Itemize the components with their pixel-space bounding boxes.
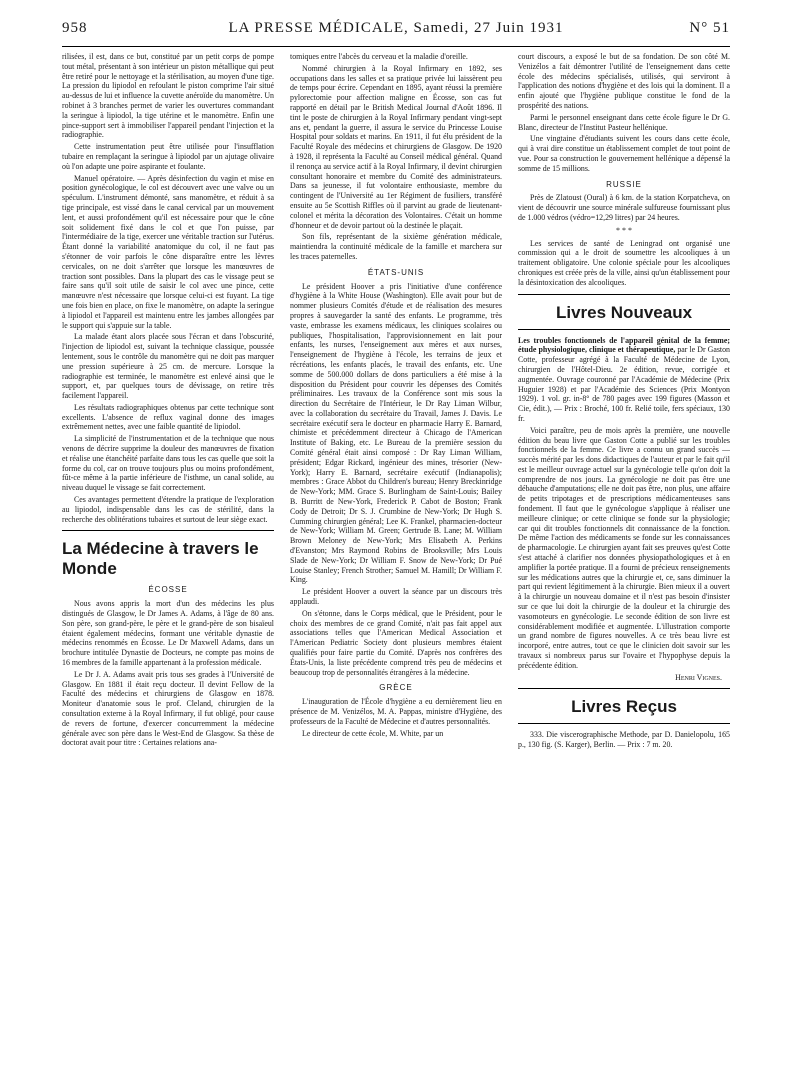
- column-right: [518, 52, 730, 1062]
- subsection-grece: GRÈCE: [379, 683, 413, 693]
- paragraph: Son fils, représentant de la sixième génération médicale, maintiendra la continuité médicale de la famille et marchera sur les traces paternelles.: [290, 232, 502, 261]
- review-text: Voici paraître, peu de mois après la première, une nouvelle édition du beau livre que Gaston Cotte a publié sur les troubles fonctionnels de la femme. Ce livre a connu un grand succès — succès mérité par les dons didactiques de l'auteur et par le fait qu'il est le meilleur ouvrage actuel sur la gynécologie telle qu'on doit la comprendre de nos jours. La gynécologie ne doit pas être une débauche d'amputations; elle ne doit pas être, non plus, une affaire de petits tripotages et de prescriptions médicamenteuses sans fondement. Il faut que le gynécologue s'applique à réaliser une meilleure clinique; or cette clinique se fonde sur la physiologie; car qui dit troubles fonctionnels dit connaissance de la fonction. De même l'action des médicaments se fonde sur les connaissances de pharmacologie. Le chirurgien ayant fait ses preuves qu'est Cotte s'est attaché à clarifier nos données physiopathologiques et à en amplifier la portée pratique. Il a fourni de précieux renseignements sur les médications autres que la chirurgie et, ce, sans diminuer la part qui revient légitimement à la chirurgie. Bien mieux il a ouvert à la chirurgie un nouveau domaine et il n'est pas besoin d'insister sur ce que lui doit la chirurgie de la douleur et la chirurgie des vasomoteurs en gynécologie. Le seconde édition de son livre est considérablement modifiée et augmentée. L'illustration comporte un grand nombre de figures nouvelles. A ce très beau livre est incorporé, entre autres, tout ce que le clinicien doit savoir sur les travaux si nombreux parus sur l'ovaire et l'hypophyse depuis la précédente édition.: [518, 425, 730, 670]
- book-description: par le Dr Gaston Cotte, professeur agrégé à la Faculté de Médecine de Lyon, chirurgien de l'Hôtel-Dieu. 2e édition, revue, corrigée et augmentée. Ouvrage couronné par l'Académie de Médecine (Prix Huguier 1928) et par l'Académie des Sciences (Prix Montyon 1929). 1 vol. gr. in-8° de 780 pages avec 199 figures (Masson et Cie, édit.), — Prix : Broché, 100 fr. Relié toile, fers spéciaux, 130 fr.: [518, 345, 730, 423]
- paragraph: Le président Hoover a pris l'initiative d'une conférence d'hygiène à la White House (Washington). Elle avait pour but de nommer plusieurs Comités d'étude et de réalisation des mesures propres à sauvegarder la santé des enfants. Le programme, très vaste, embrasse les examens médicaux, les cliniques scolaires ou publiques, l'hospitalisation, l'approvisionnement en lait pour enfants, les nurses, l'enseignement aux mères et aux nurses, l'enseignement de l'hygiène à l'école, les terrains de jeux et récréations, les enfants placés, le travail des enfants, etc. Une somme de 500.000 dollars de dons particuliers a été mise à la disposition du Président pour couvrir les dépenses des Comités préliminaires. Les travaux de la Conférence sont mis sous la direction du Secrétaire de l'Intérieur, le Dr Ray Liman Wilbur, avec la collaboration du secrétaire du Travail, James J. Davis. Le secrétaire exécutif sera le docteur en pharmacie Harry E. Barnard, chimiste et précédemment directeur à Chicago de l'American Institute of Baking, etc. Le Bureau de la première session du Comité général était ainsi composé : Dr Ray Liman William, président; Edgar Rickard, ingénieur des mines, trésorier (New-York); Harry E. Barnard, secrétaire exécutif (Indianapolis); membres : Grace Abbot du Children's bureau; Henry Breckinridge de New-York; MM. Grace S. Burlingham de Saint-Louis; Bailey B. Burritt de New-York, Frederick P. Cabot de Boston; Frank Cody de Detroit; Dr S. J. Crumbine de New-York; Dr Hugh S. Cumming chirurgien général; Lee K. Frankel, pharmacien-docteur de New-York; William M. Green; Gertrude B. Lane; M. William Brown Meloney de New-York; Mrs Elisabeth A. Perkins d'Evanston; Mrs Raymond Robins de Brooksville; Mrs Louis Slade de New-York; Dr William F. Snow de New-York; Dr Pué Louise Stanley; French Strother; Samuel M. Hamill; Dr William F. King.: [290, 281, 502, 585]
- section-title-livres-nouveaux: Livres Nouveaux: [555, 302, 693, 322]
- paragraph: La simplicité de l'instrumentation et de la technique que nous venons de décrire supprime la douleur des manœuvres de fixation et réalise une étanchéité parfaite dans tous les cas quelle que soit la forme du col, car on trouve toujours plus ou moins profondément, fût-ce même à la partie inférieure de l'isthme, un canal solide, au niveau duquel le vissage se fait correctement.: [62, 434, 274, 493]
- paragraph: L'inauguration de l'École d'hygiène a eu dernièrement lieu en présence de M. Venizélos, M. A. Pappas, ministre d'Hygiène, des professeurs de la Faculté de Médecine et d'autres personnalités.: [290, 697, 502, 726]
- received-book-entry: 333. Die viscerographische Methode, par D. Danielopolu, 165 p., 130 fig. (S. Karger), Berlin. — Prix : 7 m. 20.: [518, 730, 730, 750]
- paragraph: tomiques entre l'abcès du cerveau et la maladie d'oreille.: [290, 52, 468, 61]
- journal-title: LA PRESSE MÉDICALE, Samedi, 27 Juin 1931: [228, 20, 564, 36]
- review-signature: Henri Vignes.: [675, 672, 722, 682]
- paragraph: On s'étonne, dans le Corps médical, que le Président, pour le choix des membres de ce grand Comité, n'ait pas fait appel aux associations telles que l'American Medical Association et l'American Pediatric Society dont plusieurs membres étaient qualifiés pour faire partie du Comité. D'après nos confrères des États-Unis, la liste précédente comprend très peu de médecins et beaucoup trop de personnalités étrangères à la médecine.: [290, 608, 502, 677]
- divider: [518, 294, 730, 295]
- separator-stars: * * *: [616, 225, 632, 235]
- paragraph: Nommé chirurgien à la Royal Infirmary en 1892, ses occupations dans les salles et sa pratique privée lui laissèrent peu de temps pour écrire. Cependant en 1895, ayant réussi la première pylorectomie pour affection maligne en Écosse, son cas fut rapporté en détail par le British Medical Journal d'Août 1896. Il tint le poste de chirurgien à la Royal Infirmary pendant vingt-sept ans et, pendant la guerre, il assura le service du Princesse Louise Hospital pour soldats et marins. En 1911, il fut élu président de la Faculté Royale des médecins et chirurgiens de Glasgow. De 1920 à 1928, il représenta la Faculté au Conseil médical général. Quand il renonça au service actif à la Royal Infirmary, il devint chirurgien consultant honoraire et membre du Comité des administrateurs. Dans sa jeunesse, il fut volontaire enthousiaste, membre du contingent de l'Université au 1er Régiment de fusiliers, transféré ensuite au 5e Scottish Riffles où il parvint au grade de lieutenant-colonel et mérita la décoration des Volontaires. C'était un homme d'honneur et de devoir partout où la destinée le plaçait.: [290, 63, 502, 230]
- paragraph: Une vingtaine d'étudiants suivent les cours dans cette école, qui à vrai dire constitue un établissement complet de tout point de vue. Pour sa construction le gouvernement hellénique a dépensé la somme de 15 millions.: [518, 134, 730, 173]
- divider: [518, 723, 730, 724]
- subsection-etats-unis: ÉTATS-UNIS: [367, 267, 425, 277]
- paragraph: Cette instrumentation peut être utilisée pour l'insufflation tubaire en remplaçant la seringue à lipiodol par un ajutage olivaire où l'on adapte une poire aspirante et foulante.: [62, 142, 274, 171]
- paragraph: court discours, a exposé le but de sa fondation. De son côté M. Venizélos a fait démontrer l'utilité de l'enseignement dans cette école des médecins spécialisés, utilisés, qui serviront à l'application des notions d'hygiène et des lois qui la dominent. Il a enfin ajouté que l'hygiène publique constitue le fond de la prospérité des nations.: [518, 52, 730, 110]
- paragraph: Parmi le personnel enseignant dans cette école figure le Dr G. Blanc, directeur de l'Institut Pasteur hellénique.: [518, 112, 730, 132]
- paragraph: Le directeur de cette école, M. White, par un: [302, 728, 444, 738]
- subsection-russie: RUSSIE: [606, 179, 642, 189]
- paragraph: Manuel opératoire. — Après désinfection du vagin et mise en position gynécologique, le col est découvert avec une valve ou un spéculum. L'instrument démonté, sans manomètre, et réduit à sa tige principale, est vissé dans le canal cervical par un mouvement lent, et aussi profondément qu'il est nécessaire pour que le cône soit solidement fixé dans le col et que l'on puisse, par l'intermédiaire de la tige, exercer une véritable traction sur l'utérus. Étant donné la variabilité anatomique du col, il ne faut pas s'étonner de voir parfois le cône disparaître entre les lèvres cervicales, on ne doit s'arrêter que lorsque les manœuvres de traction sont possibles. Dans la plupart des cas le vissage peut se faire sans qu'il soit utile de saisir le col avec une pince, cette manœuvre n'est nécessaire que lorsque celui-ci est fuyant. La tige une fois bien en place, on fixe le manomètre, on adapte la seringue à lipiodol et l'appareil est maintenu entre les jambes allongées par le support qui s'appuie sur la table.: [62, 173, 274, 330]
- issue-number: N° 51: [689, 20, 730, 36]
- divider: [62, 530, 274, 531]
- paragraph: Nous avons appris la mort d'un des médecins les plus distingués de Glasgow, le Dr James A. Adams, à l'âge de 80 ans. Son père, son grand-père, le père et le grand-père de son bisaïeul étaient également médecins, formant une véritable dynastie de médecins renommés en Écosse. Le Dr Maxwell Adams, dans un brochure intitulée Dynastie de Docteurs, ne compte pas moins de 16 membres de la famille appartenant à la profession médicale.: [62, 599, 274, 668]
- header-rule: [62, 46, 730, 47]
- paragraph: Près de Zlatoust (Oural) à 6 km. de la station Korpatcheva, on vient de découvrir une source minérale sulfureuse fournissant plus de 1.000 védros (védro=12,29 litres) par 24 heures.: [518, 193, 730, 222]
- subsection-ecosse: ÉCOSSE: [148, 585, 188, 595]
- paragraph: rilisées, il est, dans ce but, constitué par un petit corps de pompe tout métal, présentant à son intérieur un piston métallique qui peut être retiré pour le nettoyage et la stérilisation, au moyen d'une tige. La pression du lipiodol en refoulant le piston comprime l'air situé au-dessus de lui et influence la cuvette anéroïde du manomètre. Un robinet à 3 branches permet de varier les ouvertures commandant la seringue à lipiodol, la tige utérine et le manomètre. Enfin une pince-support sert à immobiliser l'appareil pendant l'injection et la radiographie.: [62, 52, 274, 140]
- section-title-livres-recus: Livres Reçus: [571, 697, 677, 717]
- paragraph: Les résultats radiographiques obtenus par cette technique sont excellents. L'absence de reflux vaginal donne des images extrêmement nettes, avec une faible quantité de lipiodol.: [62, 402, 274, 432]
- page-number: 958: [62, 20, 88, 36]
- book-review-entry: [518, 336, 730, 424]
- paragraph: La malade étant alors placée sous l'écran et dans l'obscurité, l'injection de lipiodol est, suivant la technique classique, poussée lentement, sous le contrôle du manomètre qui ne doit pas marquer une pression supérieure à 25 cm. de mercure. Lorsque la radiographie est terminée, le manomètre est enlevé ainsi que le support, et, par quelques tours de dévissage, on retire très facilement l'appareil.: [62, 332, 274, 401]
- paragraph: Le Dr J. A. Adams avait pris tous ses grades à l'Université de Glasgow. En 1881 il était reçu docteur. Il devint Fellow de la Faculté des médecins et chirurgiens de Glasgow en 1878. Moniteur d'anatomie sous le prof. Cleland, chirurgien de la consultation externe à la Royal Infirmary, il fut obligé, pour cause de revers de fortune, d'exercer concurremment la médecine générale avec son père dans le West-End de Glasgow. Sa thèse de doctorat avait pour titre : Certaines relations ana-: [62, 669, 274, 748]
- paragraph: Ces avantages permettent d'étendre la pratique de l'exploration au lipiodol, indispensable dans les cas de stérilité, dans la recherche des oblitérations tubaires et surtout de leur siège exact.: [62, 495, 274, 524]
- section-title-medecine: La Médecine à travers le Monde: [62, 539, 259, 579]
- divider: [518, 688, 730, 689]
- column-middle: [290, 52, 502, 1062]
- paragraph: Les services de santé de Leningrad ont organisé une commission qui a le droit de soumettre les alcooliques à un traitement obligatoire. Une colonie spéciale pour les alcooliques chroniques est créée près de la ville, ainsi qu'un établissement pour la désintoxication des alcooliques.: [518, 238, 730, 287]
- paragraph: Le président Hoover a ouvert la séance par un discours très applaudi.: [290, 587, 502, 607]
- column-left: [62, 52, 274, 1062]
- divider: [518, 329, 730, 330]
- book-title: Les troubles fonctionnels de l'appareil génital de la femme; étude physiologique, clinique et thérapeutique,: [518, 335, 730, 355]
- page-header: [62, 20, 730, 42]
